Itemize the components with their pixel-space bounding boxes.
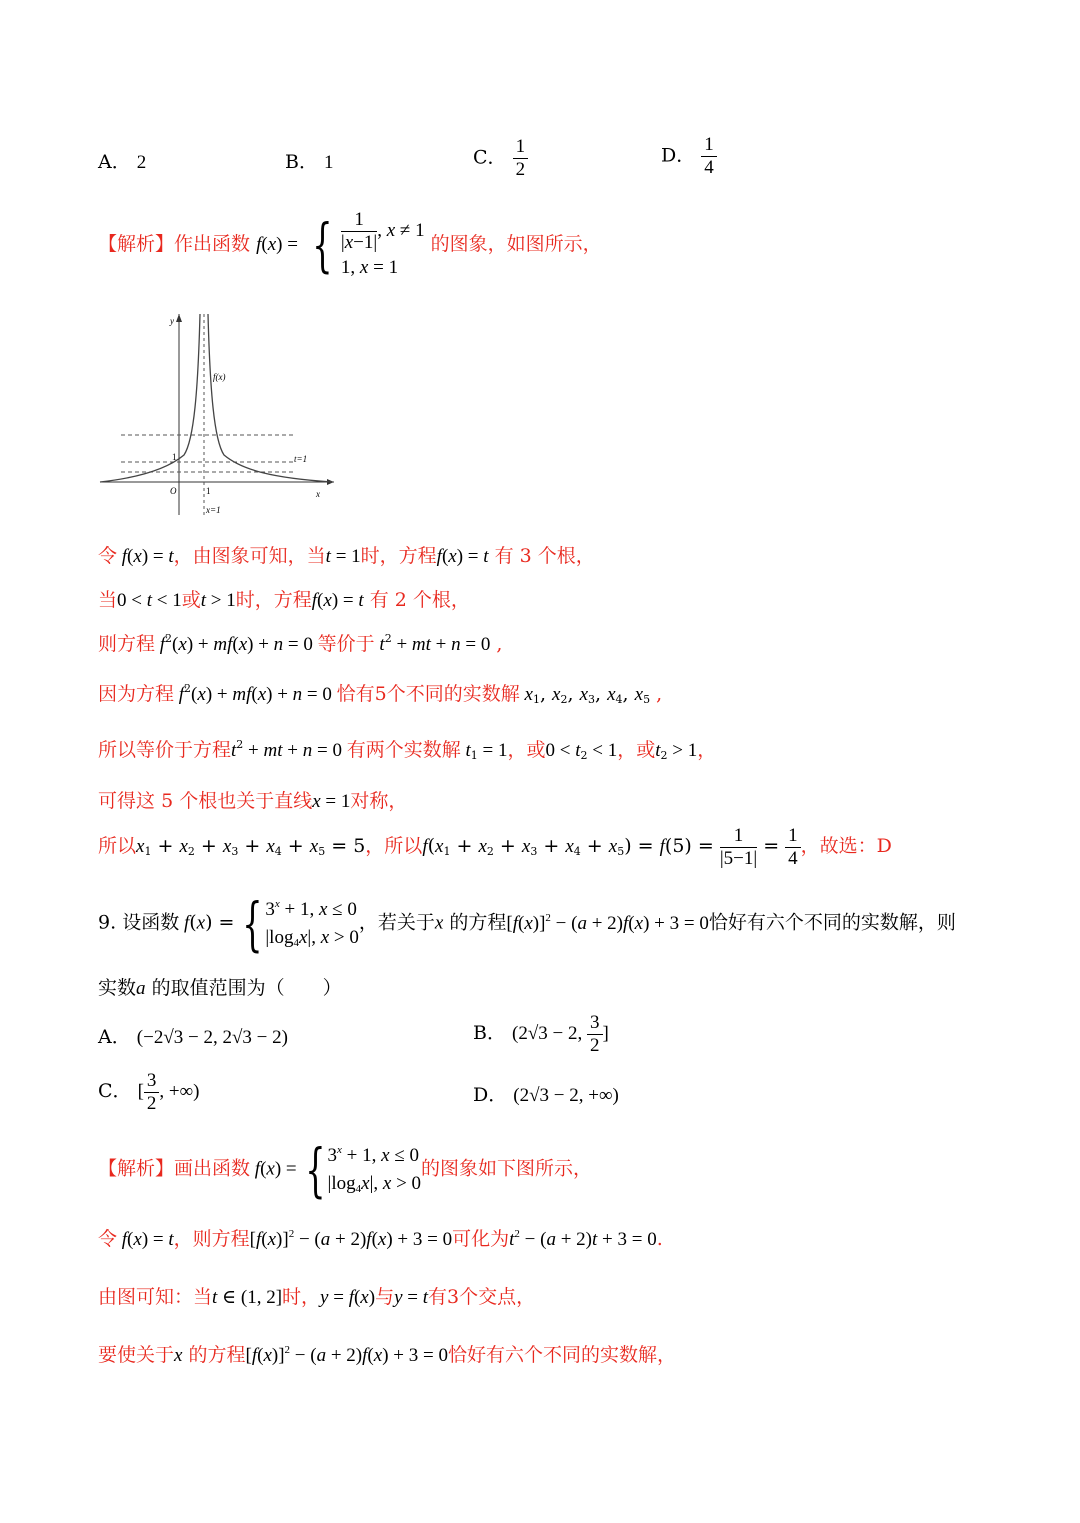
solution2-line-1: 令 f(x) = t，则方程$[f(x)]^2 - (a + 2)f(x) + 3 = 0$可化为$t^2 - (a + 2)t + 3 = 0$. [98, 1228, 663, 1250]
option-d: D． $\frac{1}{4}$ [661, 134, 717, 179]
t1-label: t=1 [294, 454, 308, 464]
function-graph [96, 310, 340, 520]
q9-option-d: D． (2√3 − 2, +∞) [473, 1084, 619, 1106]
line-5: 所以等价于方程$t^2$ + mt + n = 0 有两个实数解 $t_1 = 1$，或$0 < t_2 < 1$，或$t_2 > 1$， [98, 738, 717, 762]
line-7: 所以$x_1 + x_2 + x_3 + x_4 + x_5 = 5$，所以$f(x_1 + x_2 + x_3 + x_4 + x_5) = f(5)$ = $\frac{1}{|5-1|}$ = $\frac{1}{4}$ ，故选：D [98, 824, 892, 869]
solution2-header: 【解析】画出函数 f(x) = { $3^x + 1$, x ≤ 0 $|\log_4x|$, x > 0的图象如下图所示， [98, 1135, 593, 1204]
line-3: 则方程 $f^2(x) + mf(x) + n = 0$ 等价于 $t^2$ + mt + n = 0 , [98, 632, 503, 655]
option-a: A． 2 [98, 151, 147, 173]
x1-label: x=1 [206, 505, 221, 515]
y-one-label: 1 [172, 452, 177, 462]
x-one-label: 1 [206, 486, 211, 496]
q9-stem-2: 实数a 的取值范围为（ ） [98, 977, 342, 999]
line-6: 可得这 5 个根也关于直线x = 1对称， [98, 790, 408, 812]
line-2: 当0 < t < 1或t > 1时，方程f(x) = t 有 2 个根， [98, 589, 470, 611]
line-1: 令 f(x) = t，由图象可知，当t = 1时，方程f(x) = t 有 3 个根， [98, 545, 595, 567]
y-axis-label: y [170, 316, 174, 326]
solution2-line-2: 由图可知：当t ∈ (1, 2]时，y = f(x)与y = t有3个交点， [98, 1286, 536, 1308]
solution-header: 【解析】作出函数 f(x) = { $\frac{1}{|x-1|}$ , x ≠ 1 1, x = 1 的图象，如图所示， [98, 208, 602, 279]
option-c: C． $\frac{1}{2}$ [473, 136, 528, 181]
q9-option-b: B． (2√3 − 2, $\frac{3}{2}$ ] [473, 1012, 609, 1056]
q9-option-c: C． [ $\frac{3}{2}$ , +∞) [98, 1070, 200, 1114]
x-axis-label: x [316, 489, 320, 499]
solution2-line-3: 要使关于x 的方程$[f(x)]^2 - (a + 2)f(x) + 3 = 0$恰好有六个不同的实数解， [98, 1344, 676, 1366]
option-b: B． 1 [285, 151, 334, 173]
q9-option-a: A． (−2√3 − 2, 2√3 − 2) [98, 1026, 288, 1048]
origin-label: O [170, 486, 177, 496]
fx-label: f(x) [213, 372, 226, 382]
line-4: 因为方程 $f^2(x) + mf(x) + n = 0$ 恰有5个不同的实数解 $x_1$, $x_2$, $x_3$, $x_4$, $x_5$ , [98, 682, 663, 706]
q9-stem: 9. 设函数 f(x) = { $3^x + 1$, x ≤ 0 $|\log_4x|$, x > 0，若关于x 的方程$[f(x)]^2 - (a + 2)f(x) + 3 = 0$恰好有六个不同的实数解，则 [98, 889, 956, 958]
